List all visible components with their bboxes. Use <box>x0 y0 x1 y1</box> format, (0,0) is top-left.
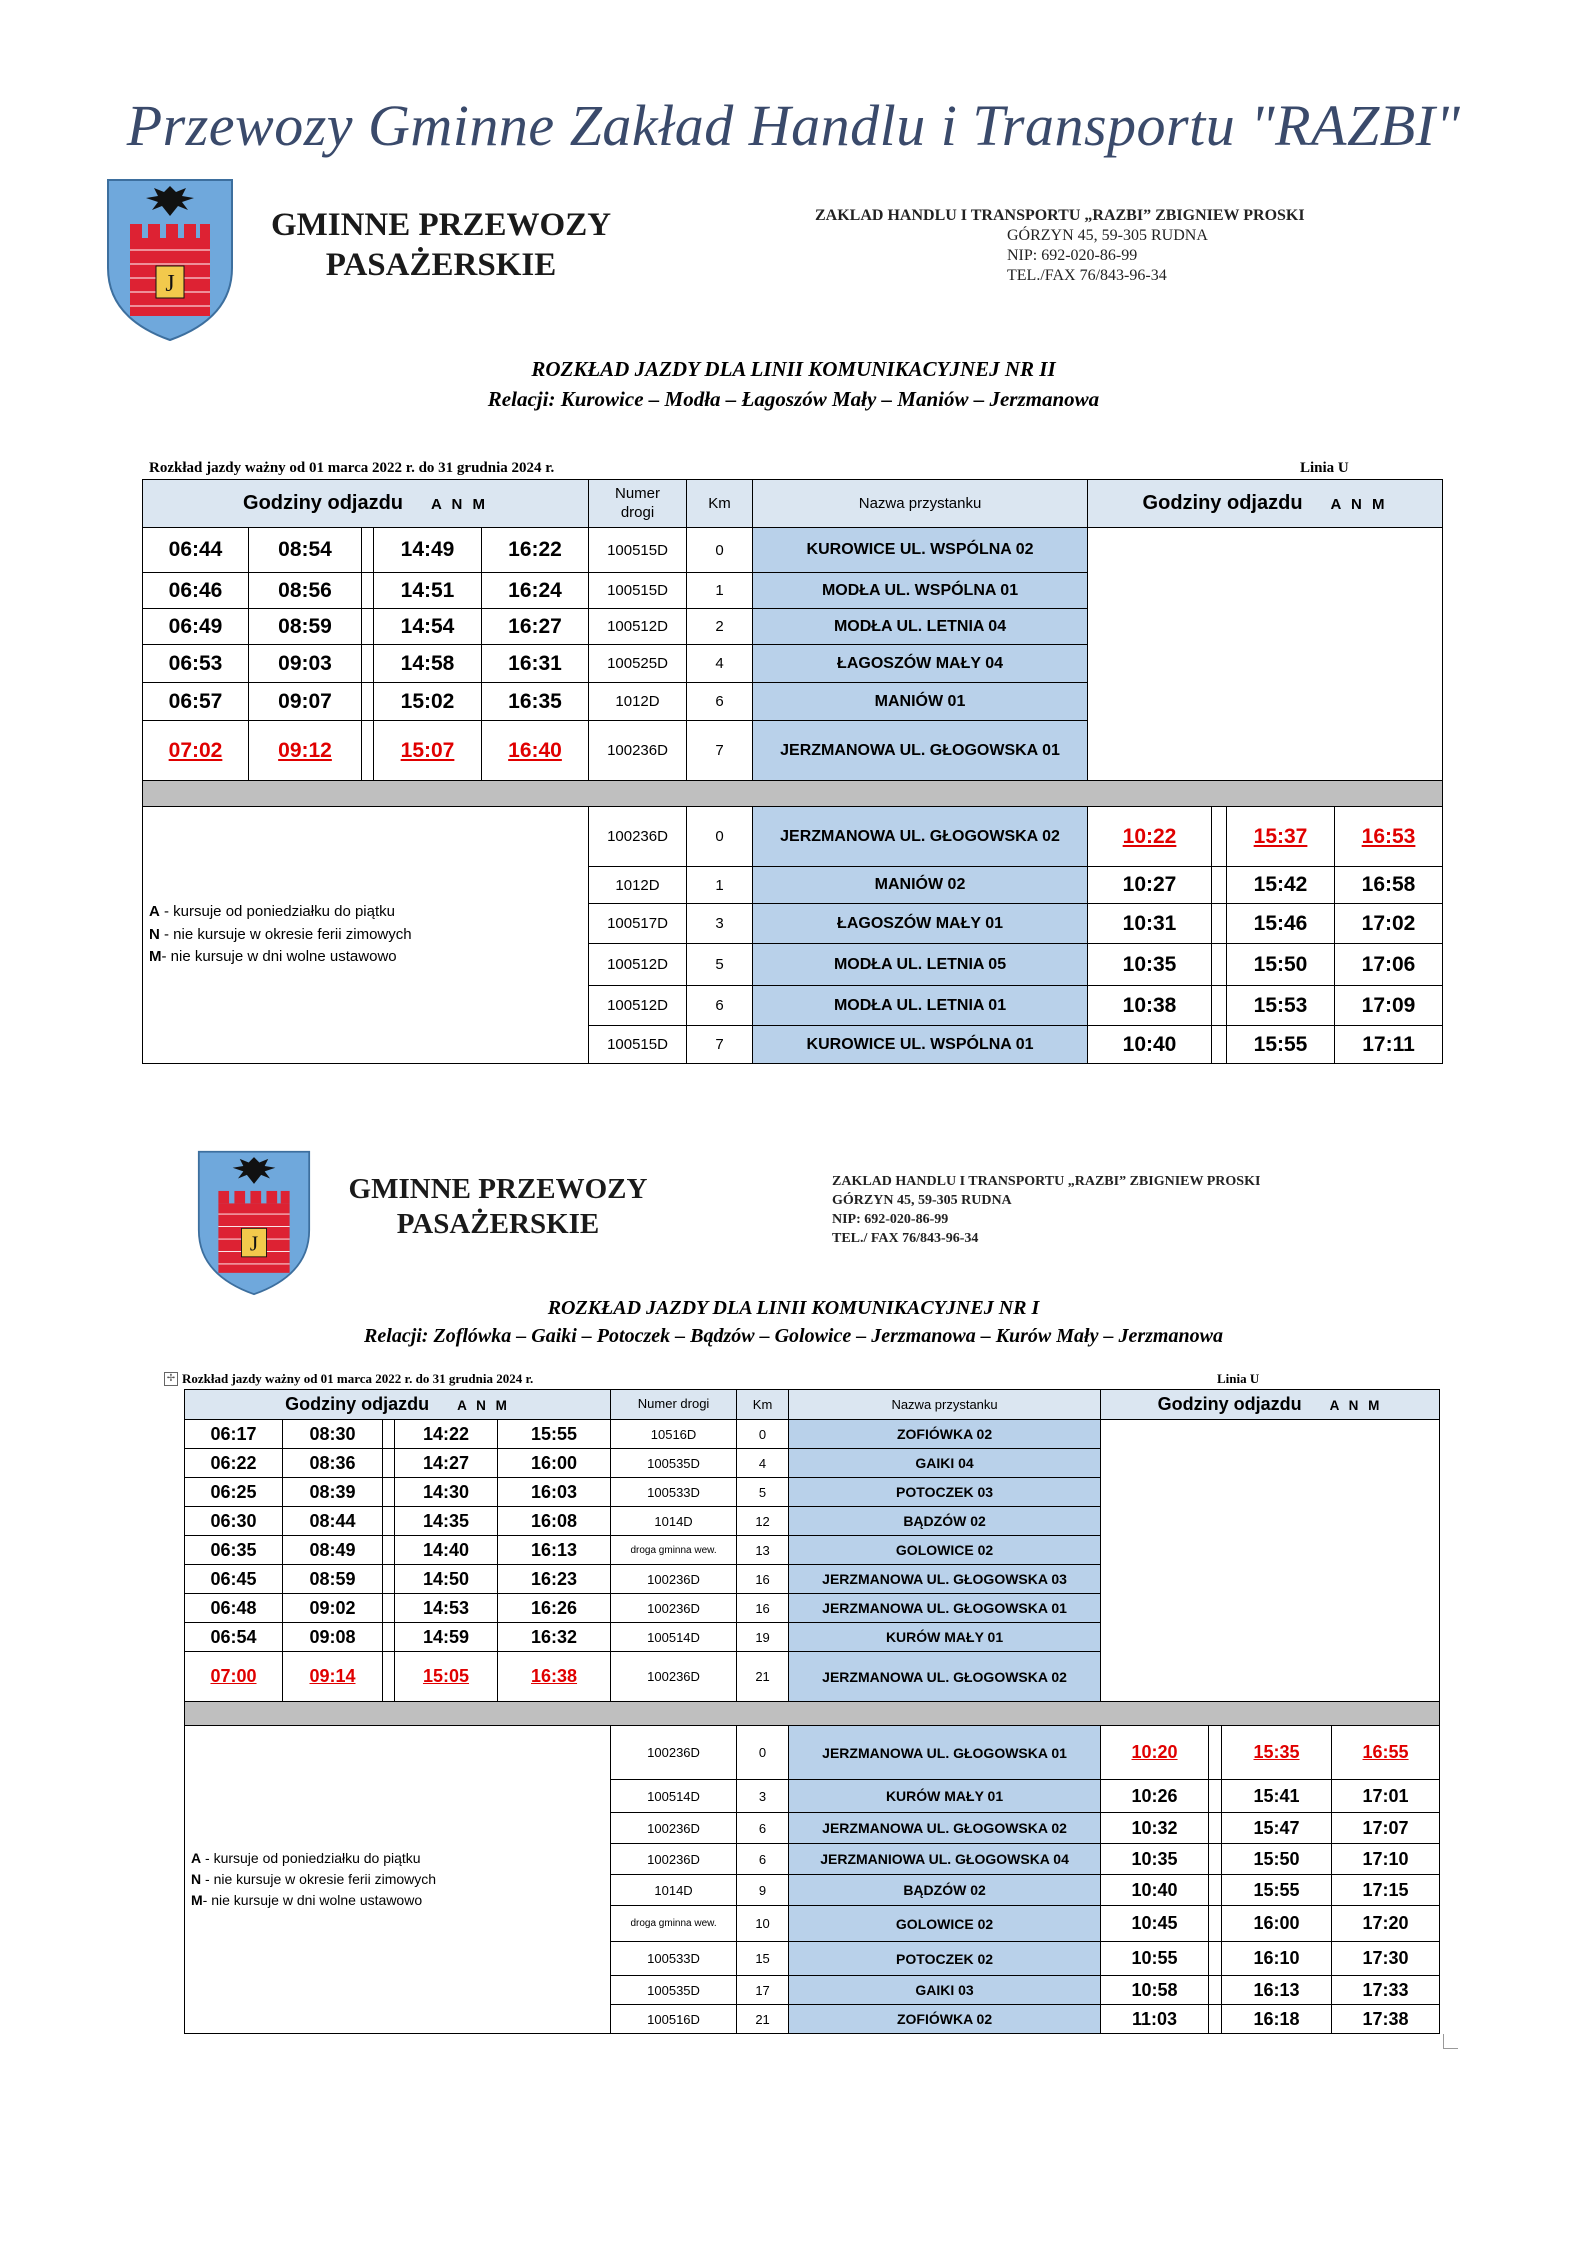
road-number: 100512D <box>589 986 687 1026</box>
spacer-cell <box>362 528 374 573</box>
departure-time: 06:48 <box>185 1594 283 1623</box>
spacer-cell <box>1209 1976 1222 2005</box>
stop-name: JERZMANOWA UL. GŁOGOWSKA 01 <box>789 1594 1101 1623</box>
km-value: 2 <box>687 609 753 645</box>
departure-time: 06:25 <box>185 1478 283 1507</box>
legend-item <box>149 924 588 947</box>
departure-time: 10:20 <box>1101 1726 1209 1780</box>
road-number: 100516D <box>611 2005 737 2034</box>
departure-time: 08:30 <box>283 1420 383 1449</box>
departure-time: 08:36 <box>283 1449 383 1478</box>
legend-item <box>191 1869 610 1890</box>
road-number: 10516D <box>611 1420 737 1449</box>
corner-marker <box>1443 2034 1458 2049</box>
spacer-cell <box>383 1565 395 1594</box>
departure-time: 16:03 <box>498 1478 611 1507</box>
anm-label: A N M <box>457 1398 510 1413</box>
stop-name: JERZMANOWA UL. GŁOGOWSKA 02 <box>753 807 1088 867</box>
km-value: 16 <box>737 1565 789 1594</box>
departure-time: 08:39 <box>283 1478 383 1507</box>
legend-item <box>191 1848 610 1869</box>
departure-time: 10:26 <box>1101 1780 1209 1813</box>
road-number: 1014D <box>611 1507 737 1536</box>
brand-name: GMINNE PRZEWOZY PASAŻERSKIE <box>348 1173 648 1240</box>
departure-time: 16:40 <box>482 721 589 781</box>
km-value: 6 <box>737 1844 789 1875</box>
departure-times-header <box>1088 480 1443 528</box>
departure-time: 17:20 <box>1332 1906 1440 1942</box>
departure-time: 16:22 <box>482 528 589 573</box>
departure-time: 10:27 <box>1088 867 1212 904</box>
km-value: 12 <box>737 1507 789 1536</box>
road-number: 1012D <box>589 867 687 904</box>
stop-name: JERZMANOWA UL. GŁOGOWSKA 01 <box>753 721 1088 781</box>
spacer-cell <box>383 1449 395 1478</box>
km-header: Km <box>737 1390 789 1420</box>
departure-time: 06:49 <box>143 609 249 645</box>
km-value: 17 <box>737 1976 789 2005</box>
departure-time: 08:44 <box>283 1507 383 1536</box>
road-number: 100236D <box>611 1652 737 1702</box>
departure-time: 16:23 <box>498 1565 611 1594</box>
schedule-title: ROZKŁAD JAZDY DLA LINII KOMUNIKACYJNEJ NR I Relacji: Zoflówka – Gaiki – Potoczek – Bądzów – Golowice – Jerzmanowa – Kurów Mały – Jerzmanowa <box>364 1297 1223 1347</box>
departure-time: 15:42 <box>1227 867 1335 904</box>
departure-time: 16:10 <box>1222 1942 1332 1976</box>
km-value: 6 <box>737 1813 789 1844</box>
departure-time: 10:55 <box>1101 1942 1209 1976</box>
departure-time: 09:03 <box>249 645 362 683</box>
table-row <box>185 1420 1440 1449</box>
legend-key: N <box>191 1871 202 1887</box>
legend-text: - nie kursuje w okresie ferii zimowych <box>201 1871 437 1887</box>
legend-key: A <box>191 1850 202 1866</box>
departure-time: 06:44 <box>143 528 249 573</box>
legend-item <box>149 901 588 924</box>
empty-cell <box>1101 1420 1440 1702</box>
timetable-line-2 <box>142 479 1443 1064</box>
km-value: 6 <box>687 986 753 1026</box>
stop-name: KURÓW MAŁY 01 <box>789 1780 1101 1813</box>
road-number-label: Numer <box>615 484 661 502</box>
stop-name: POTOCZEK 03 <box>789 1478 1101 1507</box>
km-value: 0 <box>687 528 753 573</box>
departure-time: 15:55 <box>498 1420 611 1449</box>
road-number: 100236D <box>611 1726 737 1780</box>
spacer-cell <box>1209 1780 1222 1813</box>
company-info: ZAKLAD HANDLU I TRANSPORTU „RAZBI” ZBIGNIEW PROSKI GÓRZYN 45, 59-305 RUDNA NIP: 692-020-86-99 TEL./FAX 76/843-96-34 <box>815 207 1305 284</box>
departure-time: 10:58 <box>1101 1976 1209 2005</box>
legend-text: - nie kursuje w okresie ferii zimowych <box>159 925 412 943</box>
departure-time: 17:30 <box>1332 1942 1440 1976</box>
km-value: 10 <box>737 1906 789 1942</box>
departure-time: 10:35 <box>1101 1844 1209 1875</box>
road-number: 100236D <box>611 1594 737 1623</box>
stop-name: GAIKI 04 <box>789 1449 1101 1478</box>
km-value: 0 <box>737 1420 789 1449</box>
departure-time: 16:38 <box>498 1652 611 1702</box>
km-value: 5 <box>687 944 753 986</box>
departure-time: 16:24 <box>482 573 589 609</box>
departure-time: 16:26 <box>498 1594 611 1623</box>
road-number: 100515D <box>589 573 687 609</box>
km-value: 4 <box>687 645 753 683</box>
legend <box>143 807 589 1064</box>
road-number: 100525D <box>589 645 687 683</box>
departure-time: 17:15 <box>1332 1875 1440 1906</box>
departure-time: 16:53 <box>1335 807 1443 867</box>
departure-time: 14:59 <box>395 1623 498 1652</box>
road-number: 100515D <box>589 528 687 573</box>
departure-time: 06:35 <box>185 1536 283 1565</box>
spacer-cell <box>362 721 374 781</box>
km-value: 21 <box>737 2005 789 2034</box>
departure-time: 16:58 <box>1335 867 1443 904</box>
legend-key: A <box>149 903 160 921</box>
legend-key: M <box>149 948 162 966</box>
table-row <box>143 528 1443 573</box>
header-row <box>185 1390 1440 1420</box>
road-number: 100236D <box>589 807 687 867</box>
company-info: ZAKLAD HANDLU I TRANSPORTU „RAZBI” ZBIGNIEW PROSKI GÓRZYN 45, 59-305 RUDNA NIP: 692-020-86-99 TEL./ FAX 76/843-96-34 <box>832 1174 1261 1246</box>
departure-time: 09:12 <box>249 721 362 781</box>
departure-time: 17:09 <box>1335 986 1443 1026</box>
departure-time: 14:27 <box>395 1449 498 1478</box>
departure-times-header <box>143 480 589 528</box>
departure-time: 08:54 <box>249 528 362 573</box>
departure-time: 09:08 <box>283 1623 383 1652</box>
departure-time: 17:11 <box>1335 1026 1443 1064</box>
spacer-cell <box>383 1594 395 1623</box>
empty-cell <box>1088 528 1443 781</box>
stop-name: KUROWICE UL. WSPÓLNA 01 <box>753 1026 1088 1064</box>
spacer-cell <box>383 1507 395 1536</box>
road-number: 100517D <box>589 904 687 944</box>
spacer-cell <box>1212 944 1227 986</box>
departure-time: 14:30 <box>395 1478 498 1507</box>
departure-time: 15:46 <box>1227 904 1335 944</box>
stop-name: JERZMANOWA UL. GŁOGOWSKA 02 <box>789 1813 1101 1844</box>
stop-name: MODŁA UL. LETNIA 05 <box>753 944 1088 986</box>
km-value: 3 <box>687 904 753 944</box>
spacer-cell <box>1209 1844 1222 1875</box>
road-number: 100512D <box>589 609 687 645</box>
departure-time: 15:07 <box>374 721 482 781</box>
departure-time: 09:14 <box>283 1652 383 1702</box>
departure-time: 15:50 <box>1227 944 1335 986</box>
departure-times-header <box>1101 1390 1440 1420</box>
road-number: 100236D <box>589 721 687 781</box>
departure-time: 11:03 <box>1101 2005 1209 2034</box>
anm-label: A N M <box>431 496 488 513</box>
departure-time: 15:50 <box>1222 1844 1332 1875</box>
stop-name: MODŁA UL. WSPÓLNA 01 <box>753 573 1088 609</box>
km-value: 16 <box>737 1594 789 1623</box>
departure-time: 10:40 <box>1101 1875 1209 1906</box>
km-value: 0 <box>687 807 753 867</box>
stop-name: KUROWICE UL. WSPÓLNA 02 <box>753 528 1088 573</box>
departure-time: 08:59 <box>249 609 362 645</box>
departure-time: 09:07 <box>249 683 362 721</box>
departure-time: 16:32 <box>498 1623 611 1652</box>
spacer-cell <box>1209 1813 1222 1844</box>
departure-time: 08:59 <box>283 1565 383 1594</box>
spacer-cell <box>1212 1026 1227 1064</box>
spacer-cell <box>1209 1906 1222 1942</box>
separator-cell <box>143 781 1443 807</box>
departure-time: 10:35 <box>1088 944 1212 986</box>
stop-name: MODŁA UL. LETNIA 01 <box>753 986 1088 1026</box>
departure-time: 15:55 <box>1222 1875 1332 1906</box>
departure-time: 17:01 <box>1332 1780 1440 1813</box>
departure-time: 16:08 <box>498 1507 611 1536</box>
separator-row <box>143 781 1443 807</box>
departure-time: 10:45 <box>1101 1906 1209 1942</box>
spacer-cell <box>1209 1942 1222 1976</box>
departure-time: 16:00 <box>498 1449 611 1478</box>
validity-note: Rozkład jazdy ważny od 01 marca 2022 r. do 31 grudnia 2024 r. <box>149 460 555 476</box>
legend-text: - kursuje od poniedziałku do piątku <box>201 1850 421 1866</box>
coat-of-arms-icon <box>106 178 234 342</box>
line-label: Linia U <box>1217 1371 1260 1386</box>
stop-name: ŁAGOSZÓW MAŁY 01 <box>753 904 1088 944</box>
stop-name-header: Nazwa przystanku <box>753 480 1088 528</box>
spacer-cell <box>383 1536 395 1565</box>
departure-time: 17:07 <box>1332 1813 1440 1844</box>
spacer-cell <box>362 609 374 645</box>
departure-time: 15:53 <box>1227 986 1335 1026</box>
departure-time: 08:49 <box>283 1536 383 1565</box>
departure-time: 06:54 <box>185 1623 283 1652</box>
timetable-line-1 <box>184 1389 1440 2034</box>
legend <box>185 1726 611 2034</box>
legend-text: - nie kursuje w dni wolne ustawowo <box>202 1892 423 1908</box>
road-number: 100236D <box>611 1844 737 1875</box>
validity-note: Rozkład jazdy ważny od 01 marca 2022 r. do 31 grudnia 2024 r. <box>182 1371 534 1386</box>
departure-time: 15:05 <box>395 1652 498 1702</box>
departure-time: 16:13 <box>1222 1976 1332 2005</box>
road-number: 100515D <box>589 1026 687 1064</box>
separator-cell <box>185 1702 1440 1726</box>
departure-time: 16:00 <box>1222 1906 1332 1942</box>
stop-name: GOLOWICE 02 <box>789 1906 1101 1942</box>
departure-time: 06:22 <box>185 1449 283 1478</box>
departure-time: 14:22 <box>395 1420 498 1449</box>
km-value: 13 <box>737 1536 789 1565</box>
road-number: 100236D <box>611 1565 737 1594</box>
stop-name: ZOFIÓWKA 02 <box>789 2005 1101 2034</box>
km-value: 7 <box>687 1026 753 1064</box>
coat-of-arms-icon <box>197 1150 311 1296</box>
spacer-cell <box>1209 1726 1222 1780</box>
departure-time: 16:35 <box>482 683 589 721</box>
stop-name: MODŁA UL. LETNIA 04 <box>753 609 1088 645</box>
departure-time: 15:47 <box>1222 1813 1332 1844</box>
departure-time: 15:02 <box>374 683 482 721</box>
separator-row <box>185 1702 1440 1726</box>
km-value: 1 <box>687 573 753 609</box>
departure-time: 14:49 <box>374 528 482 573</box>
departure-times-header <box>185 1390 611 1420</box>
departure-time: 14:50 <box>395 1565 498 1594</box>
departure-times-label: Godziny odjazdu <box>285 1394 430 1414</box>
departure-time: 07:00 <box>185 1652 283 1702</box>
move-handle-icon[interactable]: ✢ <box>164 1372 178 1386</box>
departure-time: 06:45 <box>185 1565 283 1594</box>
stop-name: GAIKI 03 <box>789 1976 1101 2005</box>
spacer-cell <box>383 1420 395 1449</box>
departure-time: 09:02 <box>283 1594 383 1623</box>
road-number: 1014D <box>611 1875 737 1906</box>
km-value: 9 <box>737 1875 789 1906</box>
stop-name: ZOFIÓWKA 02 <box>789 1420 1101 1449</box>
spacer-cell <box>1212 986 1227 1026</box>
stop-name: GOLOWICE 02 <box>789 1536 1101 1565</box>
spacer-cell <box>1209 2005 1222 2034</box>
departure-time: 17:06 <box>1335 944 1443 986</box>
departure-time: 10:40 <box>1088 1026 1212 1064</box>
departure-time: 14:58 <box>374 645 482 683</box>
brand-name: GMINNE PRZEWOZY PASAŻERSKIE <box>270 207 612 283</box>
table-row <box>143 807 1443 867</box>
road-number: droga gminna wew. <box>611 1906 737 1942</box>
table-row <box>185 1726 1440 1780</box>
road-number: 100514D <box>611 1780 737 1813</box>
departure-time: 08:56 <box>249 573 362 609</box>
legend-key: M <box>191 1892 203 1908</box>
road-number: 100533D <box>611 1478 737 1507</box>
departure-time: 17:33 <box>1332 1976 1440 2005</box>
departure-time: 06:57 <box>143 683 249 721</box>
departure-time: 16:55 <box>1332 1726 1440 1780</box>
km-value: 7 <box>687 721 753 781</box>
spacer-cell <box>362 573 374 609</box>
stop-name: BĄDZÓW 02 <box>789 1507 1101 1536</box>
departure-time: 14:51 <box>374 573 482 609</box>
km-value: 5 <box>737 1478 789 1507</box>
km-value: 1 <box>687 867 753 904</box>
road-number: 100514D <box>611 1623 737 1652</box>
spacer-cell <box>383 1623 395 1652</box>
departure-time: 14:54 <box>374 609 482 645</box>
km-value: 4 <box>737 1449 789 1478</box>
departure-time: 07:02 <box>143 721 249 781</box>
departure-time: 06:46 <box>143 573 249 609</box>
km-value: 21 <box>737 1652 789 1702</box>
departure-time: 15:55 <box>1227 1026 1335 1064</box>
stop-name-header: Nazwa przystanku <box>789 1390 1101 1420</box>
km-value: 19 <box>737 1623 789 1652</box>
departure-time: 16:18 <box>1222 2005 1332 2034</box>
road-number: 100533D <box>611 1942 737 1976</box>
stop-name: POTOCZEK 02 <box>789 1942 1101 1976</box>
departure-time: 06:30 <box>185 1507 283 1536</box>
road-number: 100512D <box>589 944 687 986</box>
legend-text: - kursuje od poniedziałku do piątku <box>159 903 395 921</box>
departure-time: 10:22 <box>1088 807 1212 867</box>
schedule-title: ROZKŁAD JAZDY DLA LINII KOMUNIKACYJNEJ NR II Relacji: Kurowice – Modła – Łagoszów Mały – Maniów – Jerzmanowa <box>487 357 1100 411</box>
spacer-cell <box>362 683 374 721</box>
road-number: 1012D <box>589 683 687 721</box>
anm-label: A N M <box>1329 1398 1383 1413</box>
departure-time: 17:10 <box>1332 1844 1440 1875</box>
spacer-cell <box>383 1478 395 1507</box>
departure-time: 16:31 <box>482 645 589 683</box>
spacer-cell <box>1209 1875 1222 1906</box>
departure-time: 15:35 <box>1222 1726 1332 1780</box>
departure-time: 17:38 <box>1332 2005 1440 2034</box>
km-value: 15 <box>737 1942 789 1976</box>
legend-item <box>191 1890 610 1911</box>
page-title: Przewozy Gminne Zakład Handlu i Transportu "RAZBI" <box>126 93 1461 158</box>
stop-name: MANIÓW 01 <box>753 683 1088 721</box>
road-number: droga gminna wew. <box>611 1536 737 1565</box>
road-number: 100535D <box>611 1976 737 2005</box>
road-number-header: Numer drogi <box>611 1390 737 1420</box>
departure-time: 10:38 <box>1088 986 1212 1026</box>
road-number-label: drogi <box>620 503 655 521</box>
road-number-header <box>589 480 687 528</box>
stop-name: MANIÓW 02 <box>753 867 1088 904</box>
svg-text:J: J <box>165 271 175 297</box>
stop-name: ŁAGOSZÓW MAŁY 04 <box>753 645 1088 683</box>
spacer-cell <box>1212 807 1227 867</box>
legend-key: N <box>149 925 160 943</box>
departure-time: 06:17 <box>185 1420 283 1449</box>
stop-name: JERZMANOWA UL. GŁOGOWSKA 02 <box>789 1652 1101 1702</box>
stop-name: KURÓW MAŁY 01 <box>789 1623 1101 1652</box>
departure-time: 10:32 <box>1101 1813 1209 1844</box>
spacer-cell <box>1212 867 1227 904</box>
anm-label: A N M <box>1330 496 1388 513</box>
spacer-cell <box>383 1652 395 1702</box>
departure-times-label: Godziny odjazdu <box>1157 1394 1302 1414</box>
departure-time: 14:35 <box>395 1507 498 1536</box>
road-number: 100535D <box>611 1449 737 1478</box>
departure-time: 14:40 <box>395 1536 498 1565</box>
departure-times-label: Godziny odjazdu <box>1142 492 1303 514</box>
departure-times-label: Godziny odjazdu <box>243 492 404 514</box>
stop-name: JERZMANOWA UL. GŁOGOWSKA 01 <box>789 1726 1101 1780</box>
road-number: 100236D <box>611 1813 737 1844</box>
departure-time: 14:53 <box>395 1594 498 1623</box>
km-value: 3 <box>737 1780 789 1813</box>
stop-name: JERZMANIOWA UL. GŁOGOWSKA 04 <box>789 1844 1101 1875</box>
legend-item <box>149 946 588 969</box>
departure-time: 10:31 <box>1088 904 1212 944</box>
header-row <box>143 480 1443 528</box>
line-label: Linia U <box>1300 460 1349 476</box>
spacer-cell <box>1212 904 1227 944</box>
departure-time: 15:41 <box>1222 1780 1332 1813</box>
km-value: 6 <box>687 683 753 721</box>
departure-time: 15:37 <box>1227 807 1335 867</box>
stop-name: JERZMANOWA UL. GŁOGOWSKA 03 <box>789 1565 1101 1594</box>
departure-time: 16:27 <box>482 609 589 645</box>
svg-text:J: J <box>249 1231 259 1256</box>
legend-text: - nie kursuje w dni wolne ustawowo <box>161 948 397 966</box>
departure-time: 16:13 <box>498 1536 611 1565</box>
departure-time: 17:02 <box>1335 904 1443 944</box>
departure-time: 06:53 <box>143 645 249 683</box>
stop-name: BĄDZÓW 02 <box>789 1875 1101 1906</box>
km-value: 0 <box>737 1726 789 1780</box>
km-header: Km <box>687 480 753 528</box>
spacer-cell <box>362 645 374 683</box>
